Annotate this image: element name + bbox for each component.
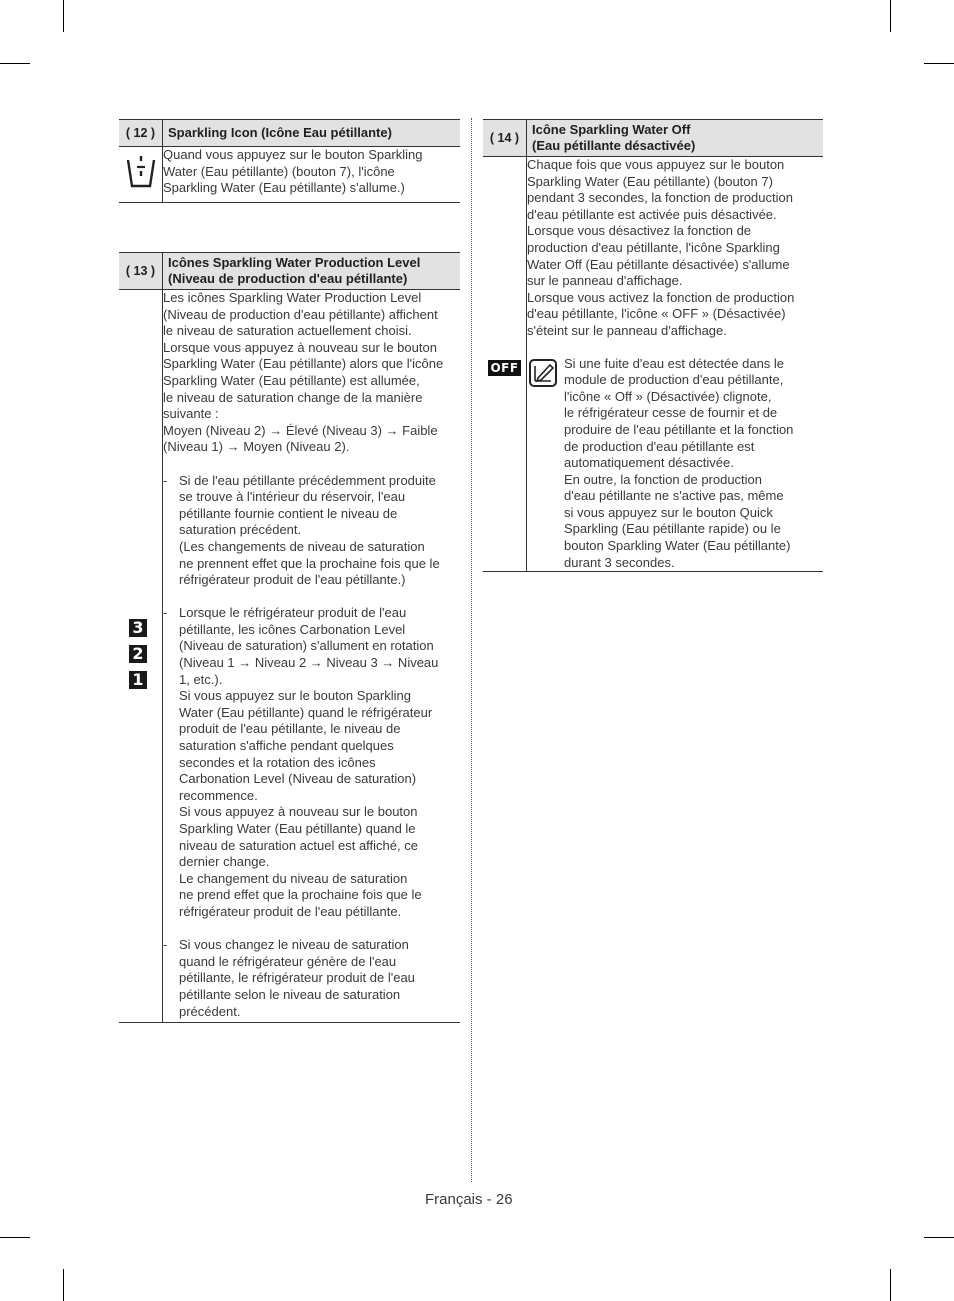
text-line: Carbonation Level (Niveau de saturation)	[179, 771, 417, 787]
section-14-table	[483, 119, 823, 572]
text-line: recommence.	[179, 787, 258, 803]
text-line: Lorsque vous appuyez à nouveau sur le bouton	[163, 339, 437, 355]
section-title	[527, 120, 824, 157]
text-line: ne prend effet que la prochaine fois que le	[179, 887, 422, 903]
text-line: si vous appuyez sur le bouton Quick	[564, 504, 773, 520]
sparkling-glass-icon	[126, 154, 156, 192]
text-line: module de production d'eau pétillante,	[564, 372, 784, 388]
text-line: Si vous appuyez sur le bouton Sparkling	[179, 688, 411, 704]
crop-mark	[890, 0, 891, 32]
text-line: le réfrigérateur cesse de fournir et de	[564, 405, 778, 421]
text-line: durant 3 secondes.	[564, 554, 675, 570]
text-line: Water (Eau pétillante) (bouton 7), l'icône	[163, 163, 395, 179]
crop-mark	[0, 1237, 30, 1238]
icon-cell	[119, 290, 163, 1023]
text-line: d'eau pétillante est activée puis désactivée.	[527, 206, 777, 222]
text-line: pétillante, les icônes Carbonation Level	[179, 621, 406, 637]
section-description	[527, 157, 824, 572]
text-line: (Les changements de niveau de saturation	[179, 538, 425, 554]
section-number: ( 13 )	[119, 253, 163, 290]
bullet-dash: -	[163, 605, 168, 621]
text-line: bouton Sparkling Water (Eau pétillante)	[564, 538, 791, 554]
text-line: précédent.	[179, 1003, 241, 1019]
page-footer: Français - 26	[425, 1191, 513, 1208]
text-line: s'éteint sur le panneau d'affichage.	[527, 322, 727, 338]
bullet-item	[163, 937, 460, 1020]
text-line: sur le panneau d'affichage.	[527, 273, 683, 289]
note-block	[527, 356, 823, 572]
level-2-icon: 2	[129, 645, 147, 663]
text-line: Sparkling Water (Eau pétillante) quand le	[179, 821, 416, 836]
title-line: Icône Sparkling Water Off	[532, 122, 691, 137]
text-line: niveau de saturation actuel est affiché, ce	[179, 837, 418, 853]
text-line: dernier change.	[179, 854, 270, 870]
text-line: (Niveau de production d'eau pétillante) affichent	[163, 306, 438, 322]
text-line: Lorsque vous activez la fonction de production	[527, 289, 795, 305]
text-line: Quand vous appuyez sur le bouton Sparkling	[163, 147, 423, 162]
text-line: Lorsque le réfrigérateur produit de l'eau	[179, 605, 407, 621]
text-line: Sparkling Water (Eau pétillante) alors que l'icône	[163, 356, 444, 372]
text-line: Sparkling Water (Eau pétillante) (bouton 7)	[527, 173, 773, 189]
text-line: Si de l'eau pétillante précédemment produite	[179, 472, 436, 488]
text-line: le niveau de saturation change de la manière	[163, 389, 423, 405]
text-line: réfrigérateur produit de l'eau pétillante.	[179, 903, 402, 919]
text-line: Sparkling (Eau pétillante rapide) ou le	[564, 521, 781, 537]
text-line: d'eau pétillante, l'icône « OFF » (Désactivée)	[527, 306, 786, 322]
section-title: Sparkling Icon (Icône Eau pétillante)	[168, 125, 392, 140]
section-title	[163, 253, 461, 290]
text-line: Si une fuite d'eau est détectée dans le	[564, 355, 785, 371]
text-line: En outre, la fonction de production	[564, 471, 763, 487]
section-description	[163, 290, 461, 1023]
icon-cell	[119, 147, 163, 203]
crop-mark	[0, 63, 30, 64]
crop-mark	[890, 1269, 891, 1301]
text-line: l'icône « Off » (Désactivée) clignote,	[564, 388, 772, 404]
title-line: (Niveau de production d'eau pétillante)	[168, 271, 408, 286]
text-line: Les icônes Sparkling Water Production Level	[163, 290, 422, 305]
section-description	[163, 147, 461, 203]
text-line: 1, etc.).	[179, 671, 223, 687]
text-line: automatiquement désactivée.	[564, 455, 734, 471]
crop-mark	[63, 1269, 64, 1301]
text-line: Si vous appuyez à nouveau sur le bouton	[179, 804, 418, 820]
intro-paragraph	[163, 290, 460, 456]
level-1-icon: 1	[129, 671, 147, 689]
section-number: ( 14 )	[483, 120, 527, 157]
title-line: Icônes Sparkling Water Production Level	[168, 255, 421, 270]
off-icon: OFF	[488, 360, 521, 376]
text-line: réfrigérateur produit de l'eau pétillante.)	[179, 572, 406, 588]
text-line: d'eau pétillante ne s'active pas, même	[564, 488, 784, 504]
crop-mark	[63, 0, 64, 32]
text-line: saturation précédent.	[179, 522, 302, 538]
bullet-dash: -	[163, 937, 168, 953]
text-line: secondes et la rotation des icônes	[179, 754, 376, 770]
text-line: Lorsque vous désactivez la fonction de	[527, 223, 752, 239]
text-line: pendant 3 secondes, la fonction de production	[527, 190, 793, 206]
text-line: production d'eau pétillante, l'icône Sparkling	[527, 239, 780, 255]
bullet-item	[163, 605, 460, 920]
text-line: produit de l'eau pétillante, le niveau de	[179, 721, 401, 737]
main-paragraph	[527, 157, 823, 340]
level-3-icon: 3	[129, 619, 147, 637]
crop-mark	[924, 63, 954, 64]
text-line: Si vous changez le niveau de saturation	[179, 937, 409, 953]
text-line: Water (Eau pétillante) quand le réfrigérateur	[179, 704, 433, 720]
text-line: (Niveau 1 → Niveau 2 → Niveau 3 → Niveau	[179, 655, 439, 671]
text-line: Water Off (Eau pétillante désactivée) s'allume	[527, 256, 790, 272]
text-line: (Niveau de saturation) s'allument en rotation	[179, 638, 434, 654]
text-line: pétillante selon le niveau de saturation	[179, 986, 401, 1002]
text-line: saturation s'affiche pendant quelques	[179, 738, 394, 754]
title-line: (Eau pétillante désactivée)	[532, 138, 696, 153]
section-13-table	[119, 252, 460, 1023]
text-line: pétillante, le réfrigérateur produit de l'eau	[179, 970, 415, 986]
text-line: ne prennent effet que la prochaine fois que le	[179, 555, 440, 571]
text-line: suivante :	[163, 406, 219, 422]
icon-cell	[483, 157, 527, 572]
text-line: de production d'eau pétillante est	[564, 438, 755, 454]
section-12-table	[119, 119, 460, 203]
text-line: Moyen (Niveau 2) → Élevé (Niveau 3) → Faible	[163, 422, 438, 438]
text-line: (Niveau 1) → Moyen (Niveau 2).	[163, 439, 350, 455]
bullet-item	[163, 473, 460, 589]
text-line: Le changement du niveau de saturation	[179, 870, 408, 886]
text-line: Sparkling Water (Eau pétillante) est allumée,	[163, 372, 420, 388]
note-pencil-icon	[529, 359, 557, 387]
text-line: pétillante fournie contient le niveau de	[179, 505, 398, 521]
bullet-dash: -	[163, 472, 168, 488]
text-line: quand le réfrigérateur génère de l'eau	[179, 953, 397, 969]
column-divider	[471, 118, 472, 1182]
text-line: produire de l'eau pétillante et la fonction	[564, 421, 794, 437]
text-line: se trouve à l'intérieur du réservoir, l'eau	[179, 489, 406, 505]
section-number: ( 12 )	[119, 120, 163, 147]
text-line: Chaque fois que vous appuyez sur le bouton	[527, 157, 785, 172]
text-line: Sparkling Water (Eau pétillante) s'allume.)	[163, 180, 405, 196]
crop-mark	[924, 1237, 954, 1238]
text-line: le niveau de saturation actuellement choisi.	[163, 323, 412, 339]
